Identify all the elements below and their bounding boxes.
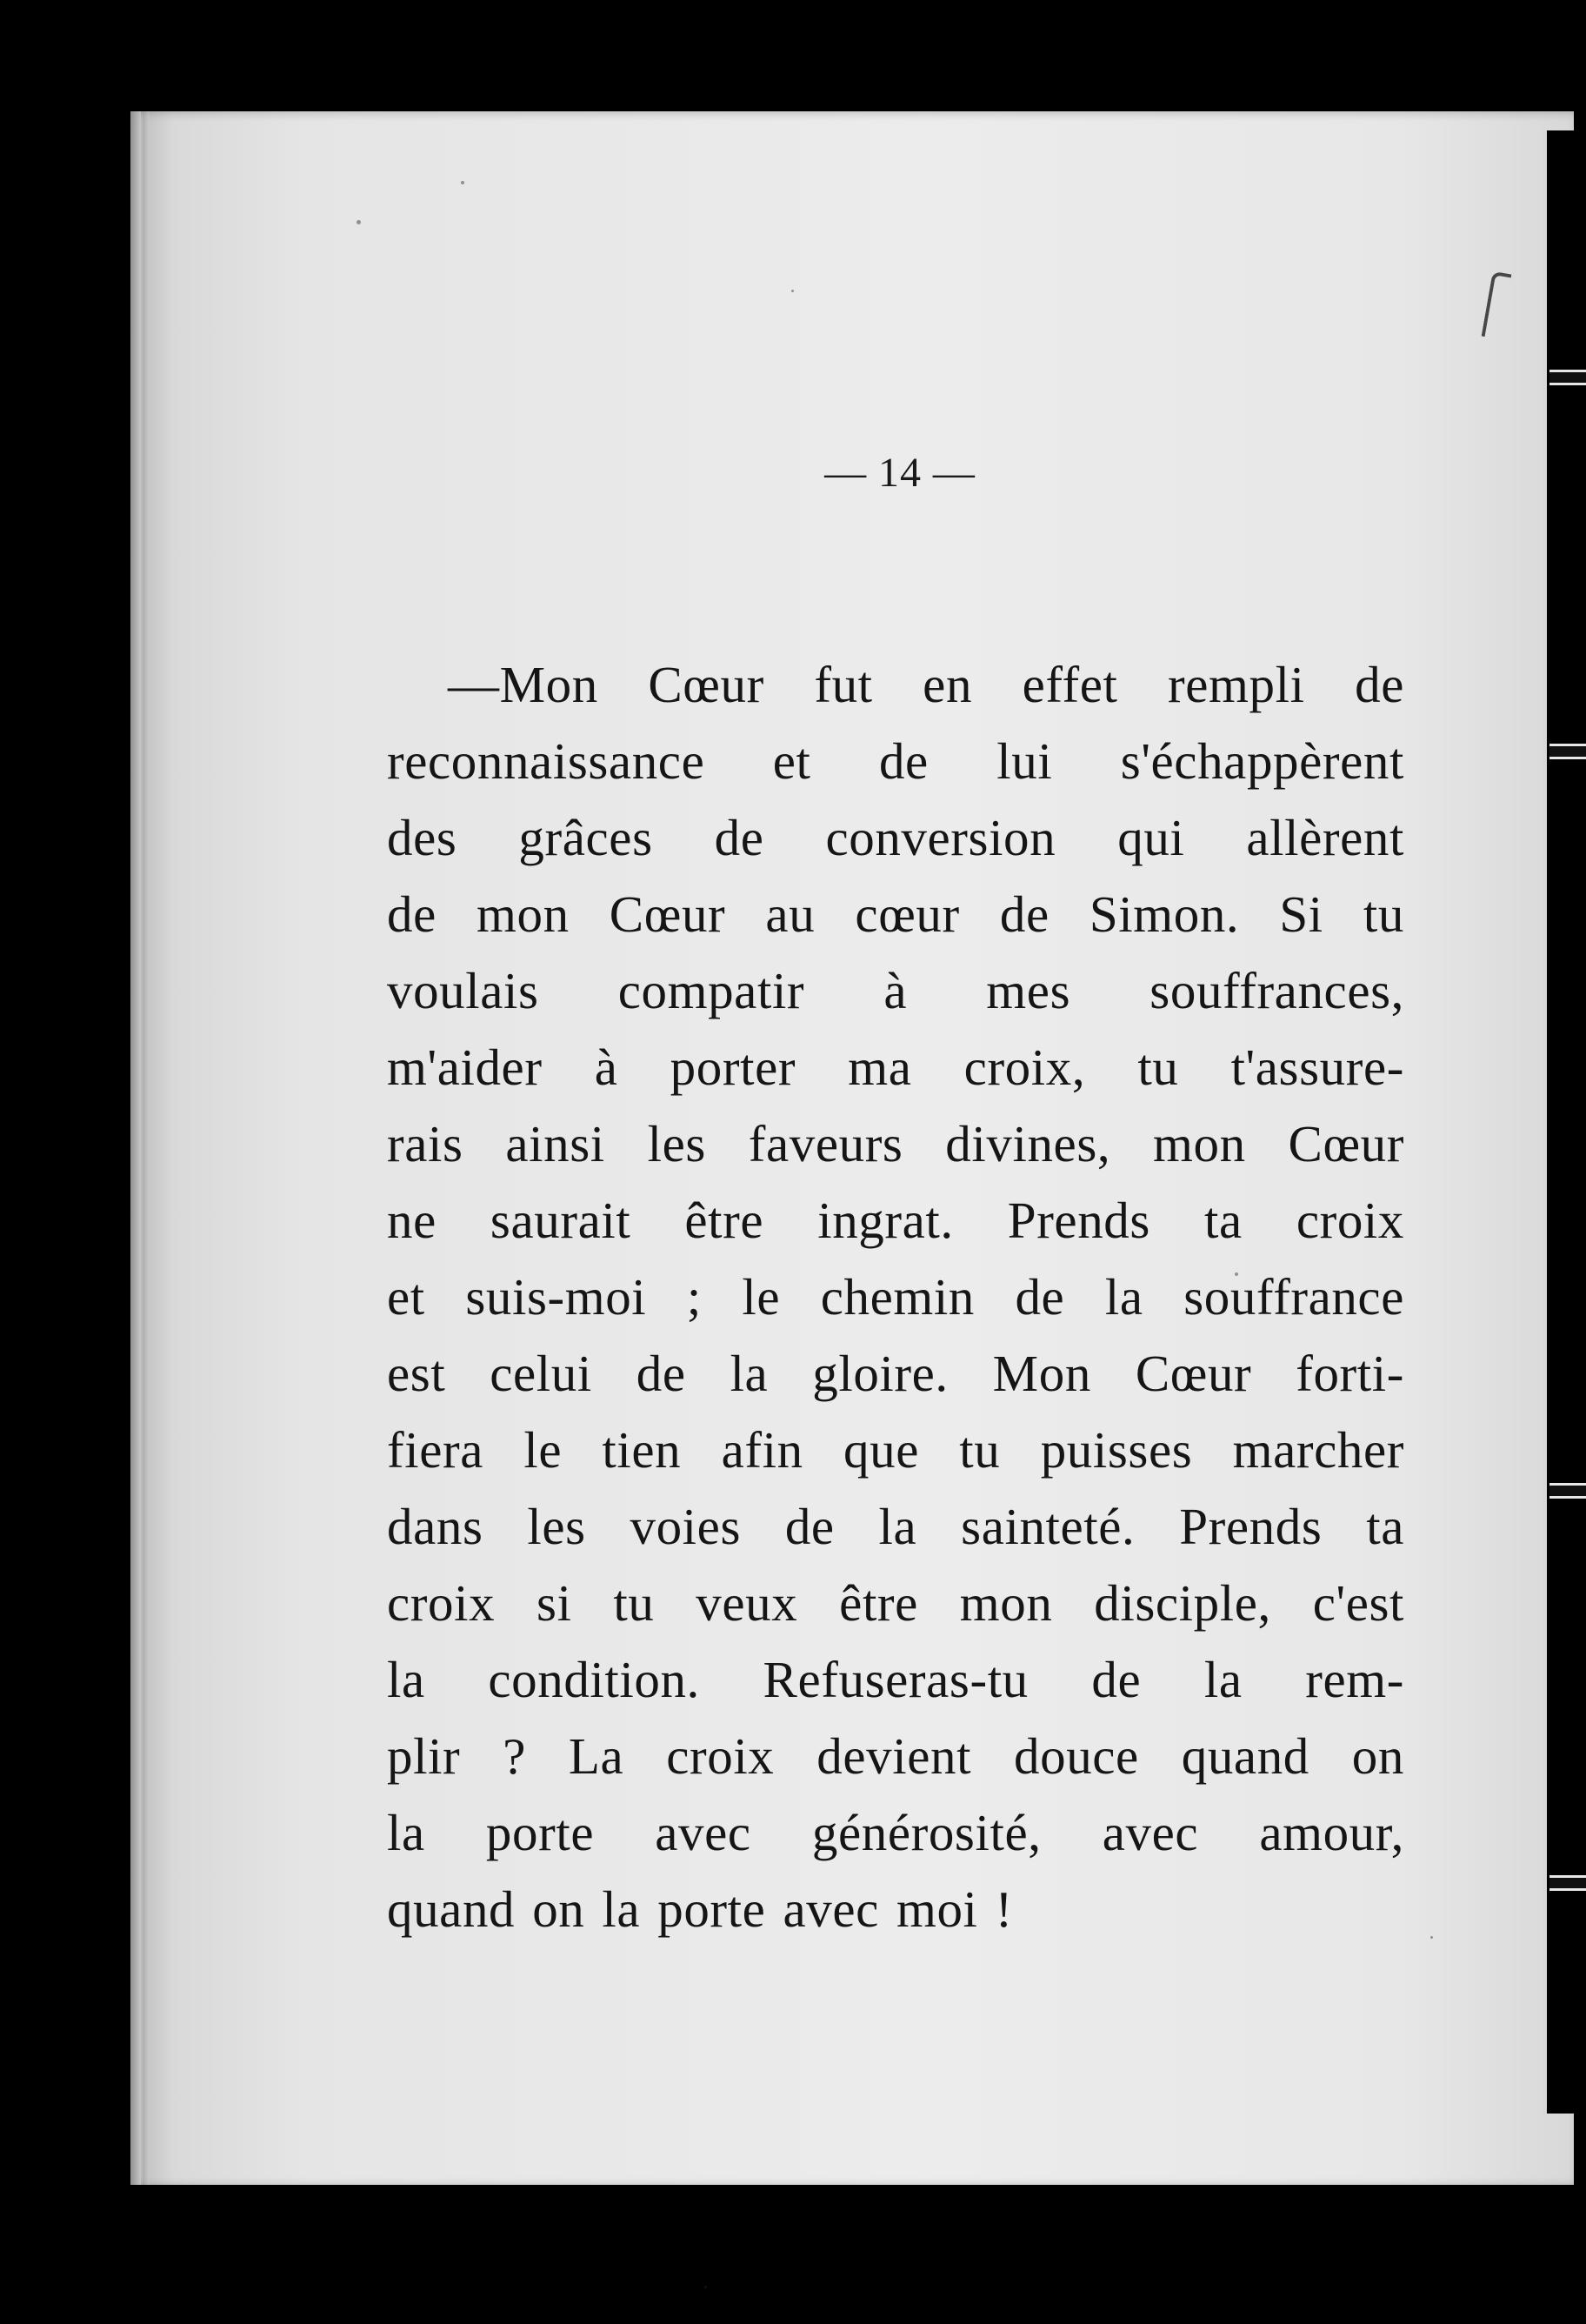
text-line: est celui de la gloire. Mon Cœur forti-: [387, 1345, 1404, 1402]
text-line: rais ainsi les faveurs divines, mon Cœur: [387, 1115, 1404, 1172]
dust-speck: [1235, 1272, 1238, 1276]
book-binding-strip: [1543, 130, 1586, 2114]
text-line: dans les voies de la sainteté. Prends ta: [387, 1498, 1404, 1555]
text-line: croix si tu veux être mon disciple, c'est: [387, 1574, 1404, 1632]
text-line: reconnaissance et de lui s'échappèrent: [387, 732, 1404, 790]
text-line: de mon Cœur au cœur de Simon. Si tu: [387, 885, 1404, 943]
dust-speck: [704, 2286, 707, 2288]
text-line: —Mon Cœur fut en effet rempli de: [448, 656, 1404, 713]
dust-speck: [461, 181, 464, 184]
page-left-edge: [130, 111, 141, 2185]
text-line: voulais compatir à mes souffrances,: [387, 962, 1404, 1019]
text-line: plir ? La croix devient douce quand on: [387, 1727, 1404, 1785]
dust-speck: [1430, 1936, 1433, 1939]
text-line: des grâces de conversion qui allèrent: [387, 809, 1404, 866]
text-line: la porte avec générosité, avec amour,: [387, 1804, 1404, 1861]
text-line: ne saurait être ingrat. Prends ta croix: [387, 1192, 1404, 1249]
page-number: — 14 —: [824, 450, 976, 496]
text-line: et suis-moi ; le chemin de la souffrance: [387, 1268, 1404, 1326]
binding-mark: [1549, 370, 1586, 385]
text-line: quand on la porte avec moi !: [387, 1880, 1013, 1938]
main-text: [387, 646, 1404, 1947]
dust-speck: [791, 290, 794, 292]
page-left-inner-edge: [143, 111, 150, 2185]
binding-mark: [1549, 1875, 1586, 1891]
text-line: m'aider à porter ma croix, tu t'assure-: [387, 1038, 1404, 1096]
binding-mark: [1549, 744, 1586, 759]
dust-speck: [357, 220, 361, 224]
text-line: la condition. Refuseras-tu de la rem-: [387, 1651, 1404, 1708]
ink-mark: [1482, 271, 1512, 340]
text-line: fiera le tien afin que tu puisses marcher: [387, 1421, 1404, 1479]
book-page: [130, 111, 1574, 2185]
binding-mark: [1549, 1483, 1586, 1499]
